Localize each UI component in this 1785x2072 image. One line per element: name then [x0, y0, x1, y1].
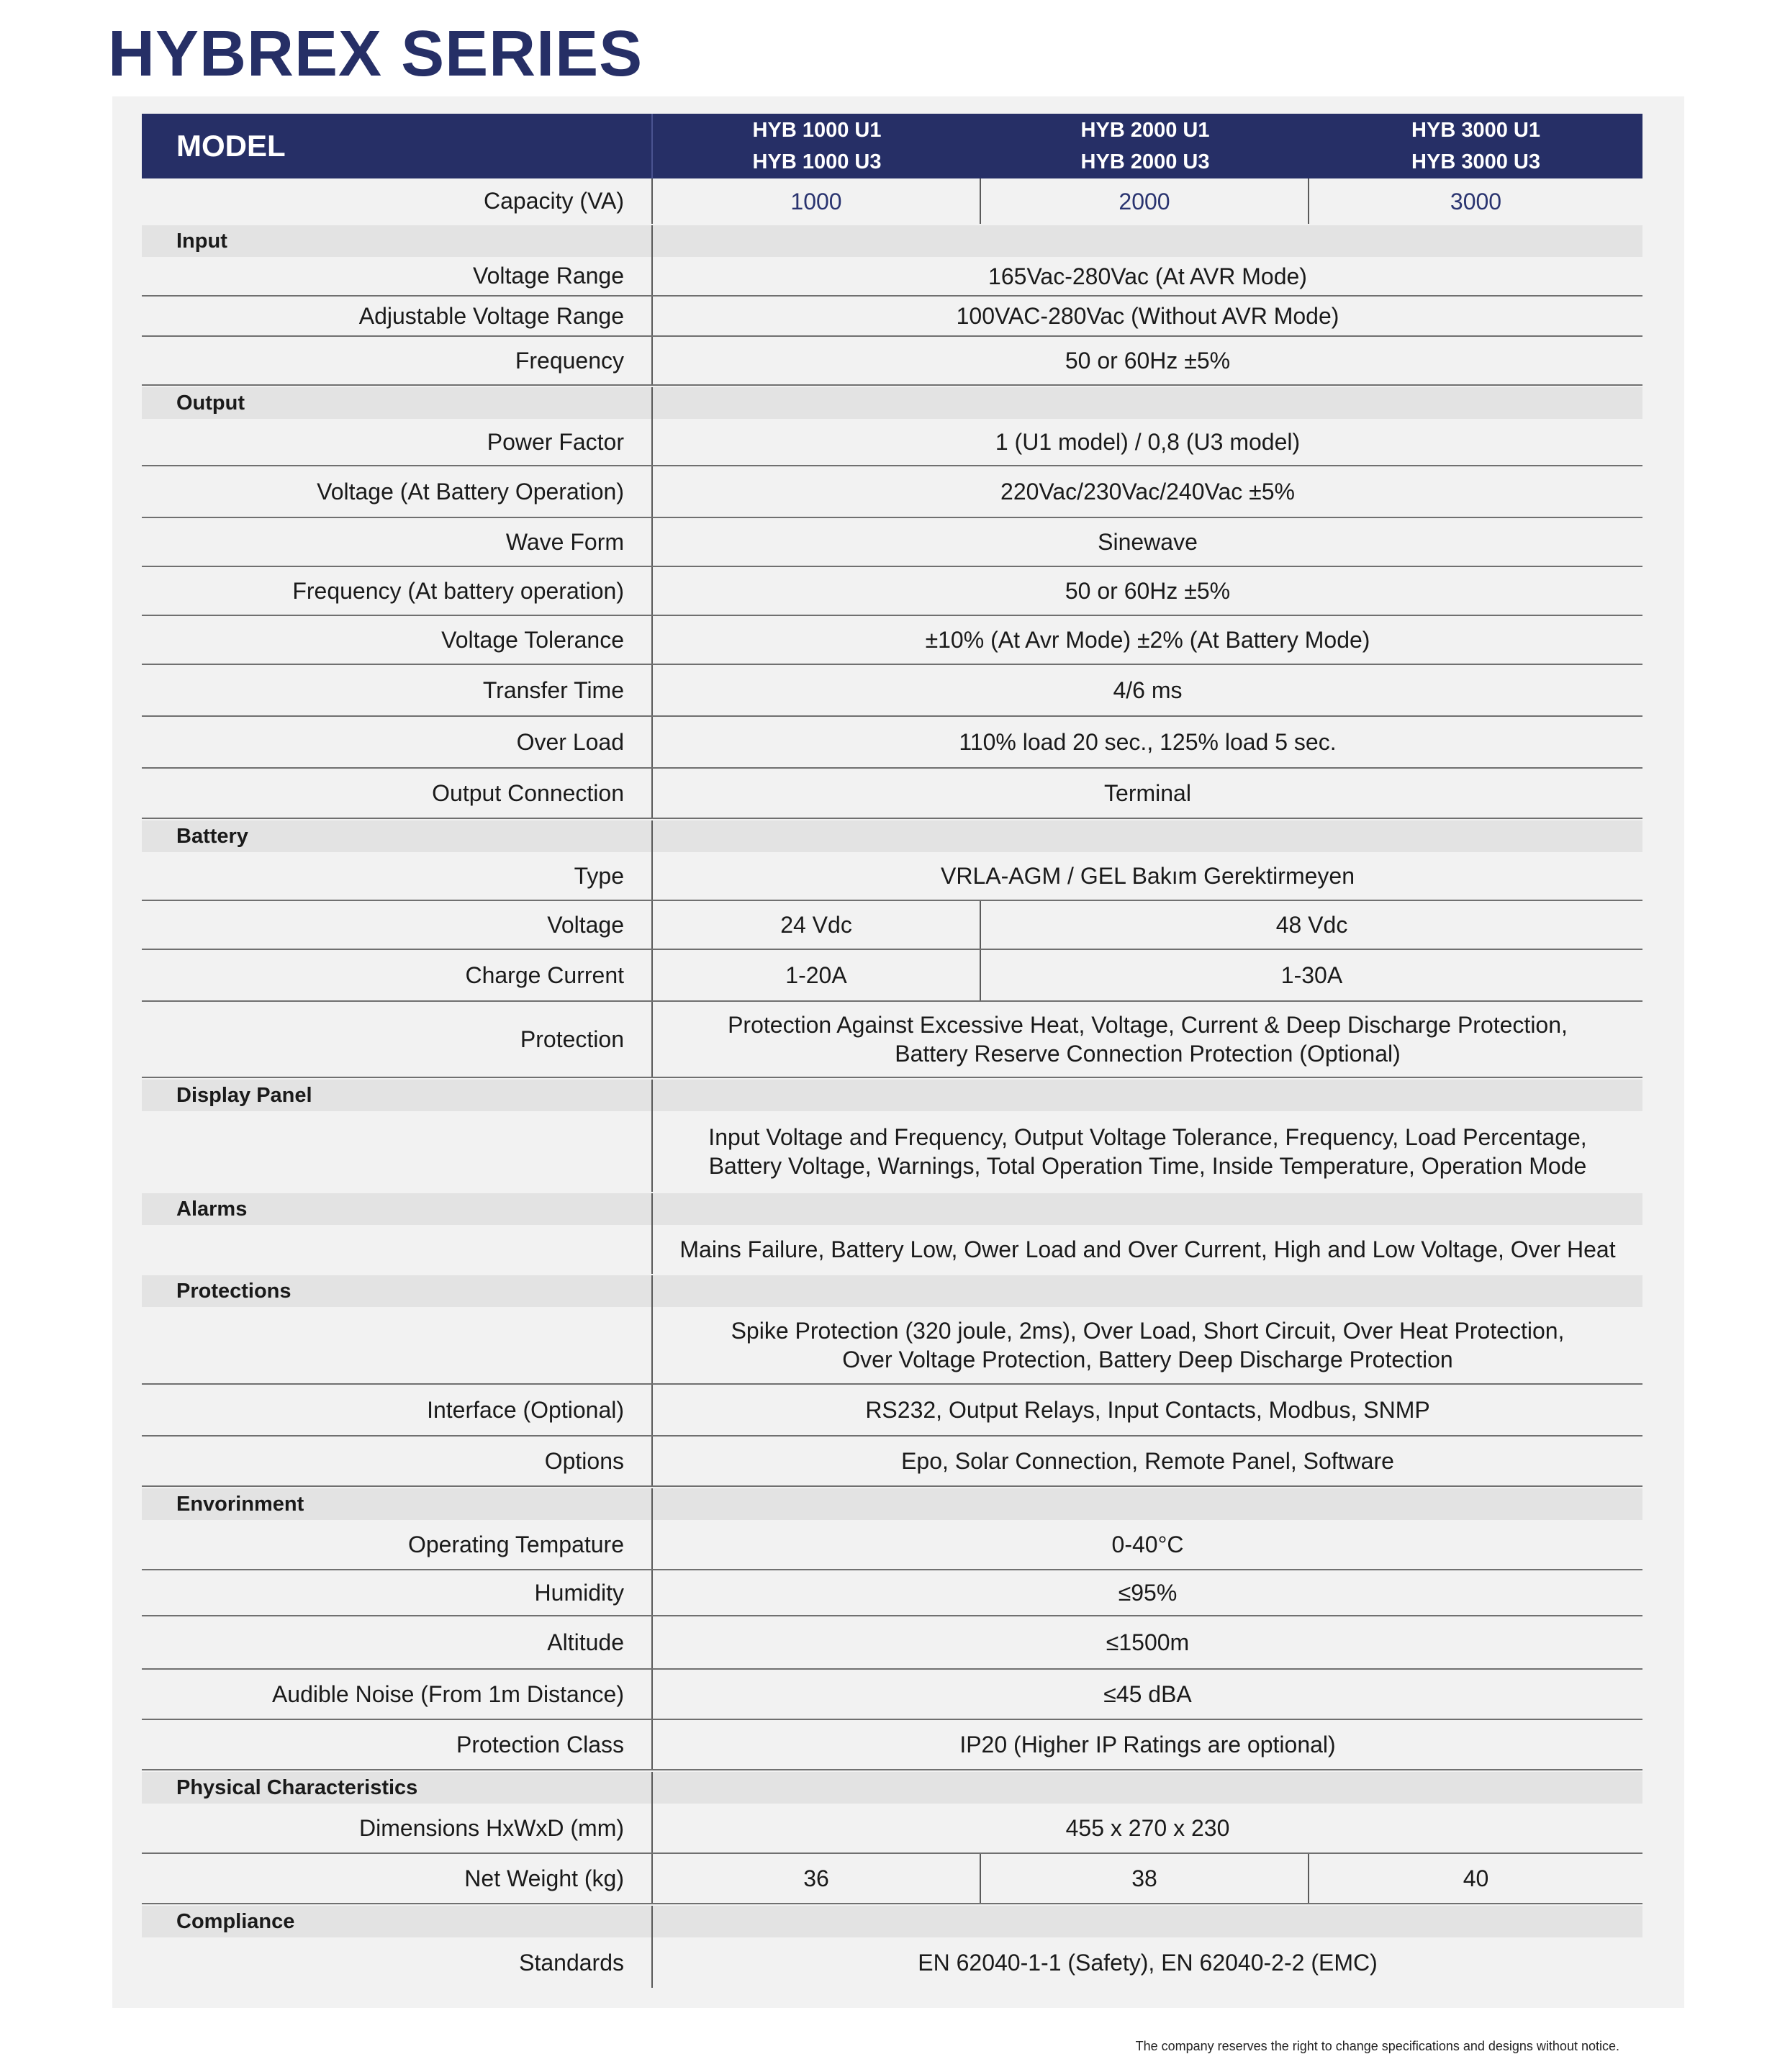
row-value: Epo, Solar Connection, Remote Panel, Software — [901, 1448, 1394, 1474]
spec-row — [142, 950, 1642, 1002]
capacity-value: 1000 — [653, 178, 981, 224]
spec-row — [142, 1804, 1642, 1854]
row-value: ±10% (At Avr Mode) ±2% (At Battery Mode) — [925, 627, 1370, 653]
capacity-value: 3000 — [1450, 188, 1502, 214]
section-fill — [653, 1772, 1642, 1804]
row-label — [142, 1111, 653, 1192]
row-value: 165Vac-280Vac (At AVR Mode) — [988, 263, 1307, 289]
spec-table — [142, 114, 1642, 1988]
model-name: HYB 3000 U3 — [1411, 150, 1540, 173]
section-header-row — [142, 387, 1642, 419]
row-value: ≤45 dBA — [1103, 1681, 1192, 1707]
row-values — [653, 419, 1642, 465]
section-fill — [653, 225, 1642, 257]
section-title: Alarms — [142, 1193, 653, 1225]
model-name: HYB 2000 U1 — [1080, 119, 1210, 142]
spec-row — [142, 665, 1642, 717]
spec-row — [142, 1225, 1642, 1274]
row-value-multiline — [653, 1111, 1642, 1192]
row-label: Voltage Tolerance — [142, 616, 653, 664]
row-values — [653, 1437, 1642, 1485]
row-label: Adjustable Voltage Range — [142, 297, 653, 335]
row-value-multiline — [653, 1002, 1642, 1077]
row-value: Sinewave — [1098, 529, 1198, 555]
capacity-row — [142, 178, 1642, 224]
section-fill — [653, 820, 1642, 852]
row-label: Altitude — [142, 1616, 653, 1668]
row-value: 24 Vdc — [653, 901, 981, 949]
row-values — [653, 567, 1642, 615]
section-title: Envorinment — [142, 1488, 653, 1520]
row-values — [653, 466, 1642, 517]
row-values — [653, 1854, 1642, 1903]
row-values — [653, 769, 1642, 818]
row-value: EN 62040-1-1 (Safety), EN 62040-2-2 (EMC) — [918, 1950, 1378, 1976]
spec-row — [142, 1307, 1642, 1385]
spec-row — [142, 419, 1642, 466]
value-line: Protection Against Excessive Heat, Voltage, Current & Deep Discharge Protection, — [728, 1012, 1568, 1038]
row-value: Mains Failure, Battery Low, Ower Load and Over Current, High and Low Voltage, Over Heat — [679, 1236, 1616, 1262]
section-header-row — [142, 820, 1642, 852]
row-value: 220Vac/230Vac/240Vac ±5% — [1000, 479, 1295, 505]
spec-row — [142, 466, 1642, 518]
row-label: Over Load — [142, 717, 653, 767]
row-values — [653, 616, 1642, 664]
row-value: 455 x 270 x 230 — [1065, 1815, 1230, 1841]
row-value: ≤1500m — [1106, 1629, 1190, 1655]
section-header-row — [142, 1080, 1642, 1111]
row-value: 36 — [653, 1854, 981, 1903]
spec-row — [142, 616, 1642, 665]
section-title: Display Panel — [142, 1080, 653, 1111]
row-value: 100VAC-280Vac (Without AVR Mode) — [956, 303, 1339, 329]
row-label: Operating Tempature — [142, 1520, 653, 1569]
row-label: Voltage — [142, 901, 653, 949]
section-fill — [653, 387, 1642, 419]
row-label: Options — [142, 1437, 653, 1485]
row-label: Transfer Time — [142, 665, 653, 715]
spec-row — [142, 297, 1642, 337]
model-name: HYB 1000 U3 — [752, 150, 882, 173]
row-value: 1-30A — [1280, 962, 1343, 988]
spec-row — [142, 1385, 1642, 1437]
model-name: HYB 1000 U1 — [752, 119, 882, 142]
row-label: Interface (Optional) — [142, 1385, 653, 1435]
section-header-row — [142, 1193, 1642, 1225]
spec-row — [142, 1720, 1642, 1770]
row-values — [653, 518, 1642, 566]
spec-row — [142, 1520, 1642, 1570]
row-values — [653, 665, 1642, 715]
section-header-row — [142, 225, 1642, 257]
row-label: Standards — [142, 1937, 653, 1988]
row-label: Frequency (At battery operation) — [142, 567, 653, 615]
row-values — [653, 1670, 1642, 1719]
row-values — [653, 337, 1642, 384]
section-header-row — [142, 1772, 1642, 1804]
row-value: 38 — [981, 1854, 1309, 1903]
row-value: 50 or 60Hz ±5% — [1065, 348, 1231, 374]
row-label: Voltage (At Battery Operation) — [142, 466, 653, 517]
spec-row — [142, 1854, 1642, 1904]
row-values — [653, 1002, 1642, 1077]
value-line: Input Voltage and Frequency, Output Voltage Tolerance, Frequency, Load Percentage, — [708, 1124, 1587, 1150]
row-label: Power Factor — [142, 419, 653, 465]
model-name: HYB 2000 U3 — [1080, 150, 1210, 173]
spec-rows — [142, 225, 1642, 1988]
spec-row — [142, 1570, 1642, 1616]
section-fill — [653, 1080, 1642, 1111]
row-value: RS232, Output Relays, Input Contacts, Modbus, SNMP — [865, 1397, 1430, 1423]
model-label: MODEL — [142, 114, 653, 178]
row-label: Frequency — [142, 337, 653, 384]
section-header-row — [142, 1275, 1642, 1307]
row-values — [653, 1307, 1642, 1383]
model-name: HYB 3000 U1 — [1411, 119, 1540, 142]
row-label: Protection Class — [142, 1720, 653, 1769]
model-column-3 — [1309, 114, 1642, 178]
section-title: Physical Characteristics — [142, 1772, 653, 1804]
row-label: Output Connection — [142, 769, 653, 818]
section-title: Output — [142, 387, 653, 419]
section-title: Compliance — [142, 1906, 653, 1937]
row-values — [653, 1804, 1642, 1852]
spec-row — [142, 1937, 1642, 1988]
row-value: 4/6 ms — [1113, 677, 1183, 703]
spec-row — [142, 1670, 1642, 1720]
row-label: Type — [142, 852, 653, 900]
spec-row — [142, 518, 1642, 567]
section-header-row — [142, 1488, 1642, 1520]
section-title: Protections — [142, 1275, 653, 1307]
value-line: Over Voltage Protection, Battery Deep Discharge Protection — [842, 1347, 1453, 1372]
row-value: Terminal — [1104, 780, 1191, 806]
section-header-row — [142, 1906, 1642, 1937]
row-value: ≤95% — [1118, 1580, 1178, 1606]
spec-row — [142, 1437, 1642, 1487]
row-value: VRLA-AGM / GEL Bakım Gerektirmeyen — [941, 863, 1355, 889]
row-values — [653, 257, 1642, 295]
footnote: The company reserves the right to change specifications and designs without notice. — [1135, 2039, 1619, 2053]
spec-row — [142, 901, 1642, 950]
section-title: Battery — [142, 820, 653, 852]
row-label: Humidity — [142, 1570, 653, 1615]
spec-row — [142, 852, 1642, 901]
row-values — [653, 901, 1642, 949]
page-title: HYBREX SERIES — [108, 18, 643, 90]
spec-row — [142, 717, 1642, 769]
row-label: Audible Noise (From 1m Distance) — [142, 1670, 653, 1719]
row-values — [653, 950, 1642, 1000]
row-value: 110% load 20 sec., 125% load 5 sec. — [959, 729, 1337, 755]
row-label: Protection — [142, 1002, 653, 1077]
row-label — [142, 1307, 653, 1383]
spec-row — [142, 257, 1642, 297]
row-values — [653, 852, 1642, 900]
row-values — [653, 1111, 1642, 1192]
row-label: Voltage Range — [142, 257, 653, 295]
row-values — [653, 1385, 1642, 1435]
row-values — [653, 297, 1642, 335]
section-fill — [653, 1488, 1642, 1520]
spec-row — [142, 769, 1642, 819]
row-values — [653, 1937, 1642, 1988]
row-label: Net Weight (kg) — [142, 1854, 653, 1903]
model-column-2 — [981, 114, 1309, 178]
section-fill — [653, 1193, 1642, 1225]
capacity-value: 2000 — [981, 178, 1309, 224]
value-line: Battery Reserve Connection Protection (Optional) — [895, 1041, 1401, 1067]
spec-row — [142, 1111, 1642, 1192]
spec-row — [142, 1002, 1642, 1078]
row-value: 1 (U1 model) / 0,8 (U3 model) — [995, 429, 1301, 455]
value-line: Spike Protection (320 joule, 2ms), Over Load, Short Circuit, Over Heat Protection, — [731, 1318, 1565, 1344]
row-value: IP20 (Higher IP Ratings are optional) — [959, 1732, 1336, 1757]
row-values — [653, 717, 1642, 767]
section-title: Input — [142, 225, 653, 257]
row-label — [142, 1225, 653, 1274]
spec-row — [142, 1616, 1642, 1670]
value-line: Battery Voltage, Warnings, Total Operation Time, Inside Temperature, Operation Mode — [708, 1153, 1587, 1179]
row-values — [653, 1616, 1642, 1668]
row-value: 40 — [1463, 1865, 1489, 1891]
row-values — [653, 1720, 1642, 1769]
spec-row — [142, 337, 1642, 386]
row-label: Capacity (VA) — [142, 178, 653, 224]
row-value: 1-20A — [653, 950, 981, 1000]
section-fill — [653, 1275, 1642, 1307]
row-value: 48 Vdc — [1275, 912, 1348, 938]
row-values — [653, 1570, 1642, 1615]
row-label: Dimensions HxWxD (mm) — [142, 1804, 653, 1852]
row-label: Charge Current — [142, 950, 653, 1000]
row-value: 50 or 60Hz ±5% — [1065, 578, 1231, 604]
section-fill — [653, 1906, 1642, 1937]
row-values — [653, 1225, 1642, 1274]
row-label: Wave Form — [142, 518, 653, 566]
spec-row — [142, 567, 1642, 616]
model-column-1 — [653, 114, 981, 178]
row-values — [653, 1520, 1642, 1569]
row-value: 0-40°C — [1111, 1532, 1184, 1557]
model-header-row — [142, 114, 1642, 178]
row-value-multiline — [653, 1307, 1642, 1383]
